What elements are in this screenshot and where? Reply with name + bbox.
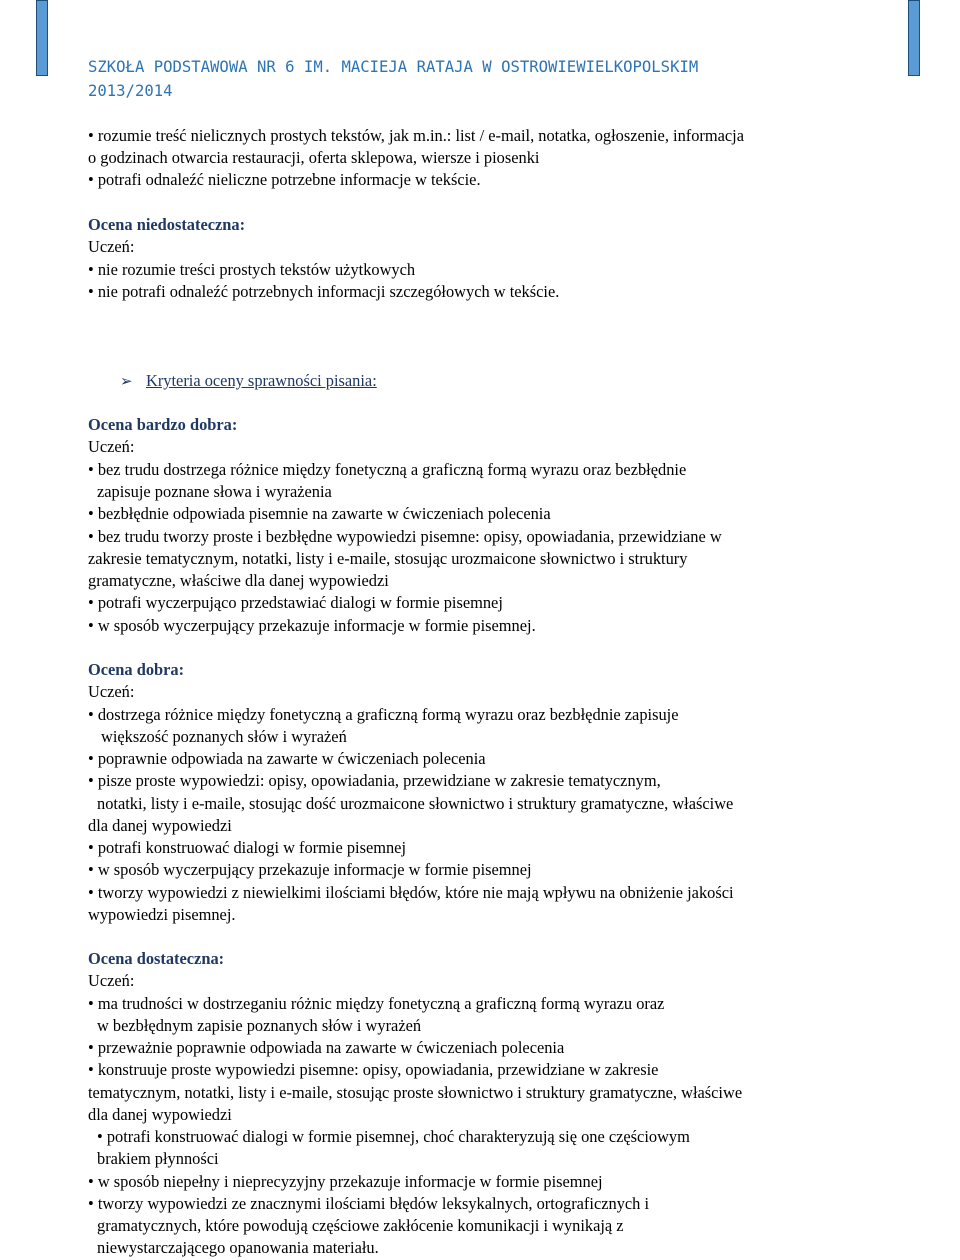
list-item: • potrafi konstruować dialogi w formie pisemnej, choć charakteryzują się one częściowym [97, 1127, 690, 1146]
arrow-bullet-icon: ➢ [120, 374, 133, 390]
list-item-continuation: gramatyczne, właściwe dla danej wypowiedzi [88, 571, 389, 590]
school-year-header: 2013/2014 [88, 82, 173, 100]
list-item: • w sposób niepełny i nieprecyzyjny przekazuje informacje w formie pisemnej [88, 1172, 603, 1191]
list-item-continuation: zakresie tematycznym, notatki, listy i e-maile, stosując urozmaicone słownictwo i struktury [88, 549, 688, 568]
uczen-label: Uczeń: [88, 437, 135, 456]
list-item: • bez trudu dostrzega różnice między fonetyczną a graficzną formą wyrazu oraz bezbłędnie [88, 460, 687, 479]
list-item: • w sposób wyczerpujący przekazuje informacje w formie pisemnej. [88, 616, 536, 635]
list-item: • potrafi odnaleźć nieliczne potrzebne informacje w tekście. [88, 170, 481, 189]
list-item-continuation: brakiem płynności [97, 1149, 219, 1168]
section-heading-writing-criteria [120, 371, 377, 391]
list-item: • poprawnie odpowiada na zawarte w ćwiczeniach polecenia [88, 749, 486, 768]
school-name-header: SZKOŁA PODSTAWOWA NR 6 IM. MACIEJA RATAJA W OSTROWIEWIELKOPOLSKIM [88, 58, 699, 76]
list-item-continuation: tematycznym, notatki, listy i e-maile, stosując proste słownictwo i struktury gramatyczne, właściwe [88, 1083, 743, 1102]
list-item-continuation: w bezbłędnym zapisie poznanych słów i wyrażeń [97, 1016, 422, 1035]
list-item: • tworzy wypowiedzi ze znacznymi ilościami błędów leksykalnych, ortograficznych i [88, 1194, 650, 1213]
list-item: • konstruuje proste wypowiedzi pisemne: opisy, opowiadania, przewidziane w zakresie [88, 1060, 659, 1079]
list-item: • nie rozumie treści prostych tekstów użytkowych [88, 260, 416, 279]
list-item: • ma trudności w dostrzeganiu różnic między fonetyczną a graficzną formą wyrazu oraz [88, 994, 665, 1013]
list-item: • nie potrafi odnaleźć potrzebnych informacji szczegółowych w tekście. [88, 282, 560, 301]
list-item: • w sposób wyczerpujący przekazuje informacje w formie pisemnej [88, 860, 532, 879]
page-margin-bar-left [36, 0, 48, 76]
list-item: • bezbłędnie odpowiada pisemnie na zawarte w ćwiczeniach polecenia [88, 504, 551, 523]
list-item-continuation: niewystarczającego opanowania materiału. [97, 1238, 379, 1257]
list-item-continuation: zapisuje poznane słowa i wyrażenia [97, 482, 332, 501]
list-item-continuation: wypowiedzi pisemnej. [88, 905, 236, 924]
uczen-label: Uczeń: [88, 237, 135, 256]
list-item-continuation: gramatycznych, które powodują częściowe zakłócenie komunikacji i wynikają z [97, 1216, 624, 1235]
list-item: • przeważnie poprawnie odpowiada na zawarte w ćwiczeniach polecenia [88, 1038, 565, 1057]
grade-heading-niedostateczna: Ocena niedostateczna: [88, 215, 246, 234]
list-item-continuation: notatki, listy i e-maile, stosując dość urozmaicone słownictwo i struktury gramatyczne, właściwe [97, 794, 734, 813]
list-item-continuation: dla danej wypowiedzi [88, 1105, 232, 1124]
list-item: • potrafi wyczerpująco przedstawiać dialogi w formie pisemnej [88, 593, 503, 612]
grade-heading-bardzo-dobra: Ocena bardzo dobra: [88, 415, 238, 434]
grade-heading-dobra: Ocena dobra: [88, 660, 185, 679]
grade-heading-dostateczna: Ocena dostateczna: [88, 949, 225, 968]
list-item: • tworzy wypowiedzi z niewielkimi ilościami błędów, które nie mają wpływu na obniżenie jakości [88, 883, 734, 902]
list-item-continuation: większość poznanych słów i wyrażeń [101, 727, 347, 746]
list-item: • bez trudu tworzy proste i bezbłędne wypowiedzi pisemne: opisy, opowiadania, przewidziane w [88, 527, 722, 546]
uczen-label: Uczeń: [88, 682, 135, 701]
list-item: • rozumie treść nielicznych prostych tekstów, jak m.in.: list / e-mail, notatka, ogłoszenie, informacja [88, 126, 745, 145]
section-title: Kryteria oceny sprawności pisania: [146, 371, 377, 390]
list-item-continuation: o godzinach otwarcia restauracji, oferta sklepowa, wiersze i piosenki [88, 148, 540, 167]
page-margin-bar-right [908, 0, 920, 76]
list-item-continuation: dla danej wypowiedzi [88, 816, 232, 835]
list-item: • dostrzega różnice między fonetyczną a graficzną formą wyrazu oraz bezbłędnie zapisuje [88, 705, 679, 724]
uczen-label: Uczeń: [88, 971, 135, 990]
list-item: • potrafi konstruować dialogi w formie pisemnej [88, 838, 406, 857]
list-item: • pisze proste wypowiedzi: opisy, opowiadania, przewidziane w zakresie tematycznym, [88, 771, 661, 790]
